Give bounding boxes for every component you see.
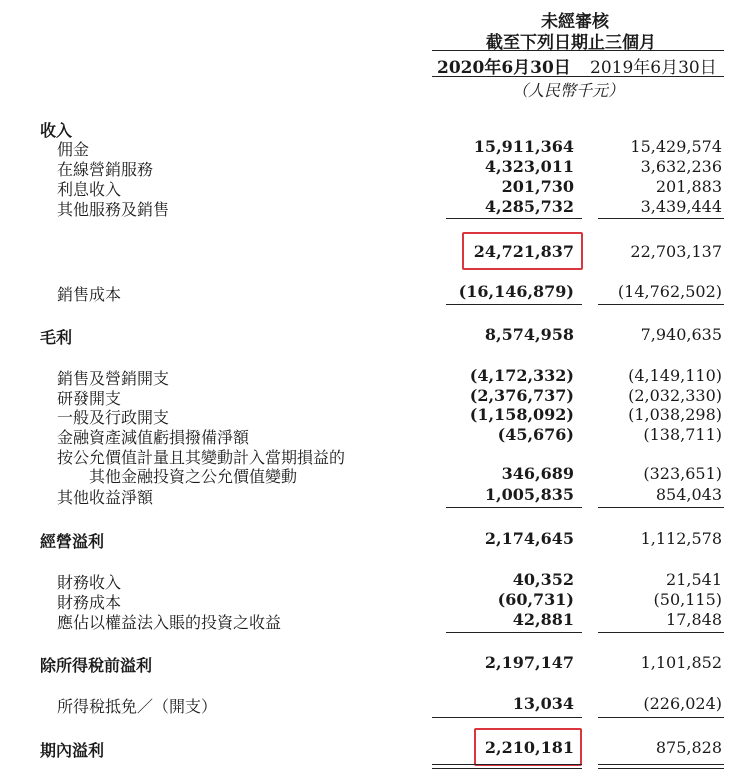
section-profit-for-period: 期內溢利 [40,741,105,760]
value-2020-other-services: 4,285,732 [484,197,574,216]
subtotal-rule-2020 [446,218,582,219]
column-header-2020: 2020年6月30日 [437,58,571,78]
value-2019-gross-profit: 7,940,635 [640,325,722,344]
row-label-finance-income: 財務收入 [57,573,122,592]
value-2019-profit-for-period: 875,828 [655,738,722,757]
value-2020-research-development: (2,376,737) [469,386,574,405]
value-2020-operating-profit: 2,174,645 [484,529,574,548]
value-2020-gross-profit: 8,574,958 [484,325,574,344]
section-gross-profit: 毛利 [40,328,73,347]
column-header-2019: 2019年6月30日 [590,58,717,78]
pretax-rule-2019 [598,632,724,633]
unit-label: （人民幣千元） [512,81,625,100]
value-2020-finance-income: 40,352 [512,570,574,589]
value-2020-total-revenue: 24,721,837 [473,242,574,261]
double-rule-2019-a [598,764,724,765]
value-2020-online-marketing: 4,323,011 [484,157,574,176]
value-2020-profit-before-tax: 2,197,147 [484,653,574,672]
value-2020-commission: 15,911,364 [473,137,574,156]
value-2019-income-tax: (226,024) [643,694,722,713]
row-label-interest-income: 利息收入 [57,180,122,199]
value-2020-cost-of-revenue: (16,146,879) [458,282,574,301]
gross-rule-2019 [598,304,724,305]
period-heading: 截至下列日期止三個月 [486,33,656,53]
value-2019-interest-income: 201,883 [655,177,722,196]
row-label-fair-value-line2: 其他金融投資之公允價值變動 [89,467,298,486]
value-2019-total-revenue: 22,703,137 [630,242,722,261]
value-2020-general-admin: (1,158,092) [469,405,574,424]
value-2019-impairment-loss: (138,711) [643,425,722,444]
row-label-fair-value-line1: 按公允價值計量且其變動計入當期損益的 [57,448,346,467]
row-label-research-development: 研發開支 [57,389,122,408]
section-revenue: 收入 [40,121,73,140]
value-2019-finance-cost: (50,115) [653,590,722,609]
row-label-general-admin: 一般及行政開支 [57,408,170,427]
gross-rule-2020 [446,304,582,305]
section-operating-profit: 經營溢利 [40,532,105,551]
value-2020-finance-cost: (60,731) [497,590,574,609]
value-2019-equity-investments: 17,848 [666,610,722,629]
value-2019-finance-income: 21,541 [666,570,722,589]
row-label-income-tax: 所得稅抵免／（開支） [57,697,218,716]
row-label-impairment-loss: 金融資產減值虧損撥備淨額 [57,428,250,447]
value-2020-equity-investments: 42,881 [512,610,574,629]
value-2020-other-gains: 1,005,835 [484,485,574,504]
value-2019-cost-of-revenue: (14,762,502) [617,282,722,301]
row-label-cost-of-revenue: 銷售成本 [57,285,122,304]
row-label-finance-cost: 財務成本 [57,593,122,612]
value-2019-research-development: (2,032,330) [628,386,722,405]
value-2019-operating-profit: 1,112,578 [640,529,722,548]
value-2019-profit-before-tax: 1,101,852 [640,653,722,672]
value-2020-selling-marketing: (4,172,332) [469,366,574,385]
operating-rule-2020 [446,507,582,508]
row-label-online-marketing: 在線營銷服務 [57,160,154,179]
value-2019-online-marketing: 3,632,236 [640,157,722,176]
double-rule-2020-a [432,764,582,765]
value-2019-selling-marketing: (4,149,110) [628,366,722,385]
row-label-equity-investments: 應佔以權益法入賬的投資之收益 [57,613,282,632]
column-header-rule [432,76,724,77]
header-rule [432,50,724,51]
value-2020-impairment-loss: (45,676) [497,425,574,444]
section-profit-before-tax: 除所得稅前溢利 [40,656,153,675]
double-rule-2020-b [432,768,582,769]
operating-rule-2019 [598,507,724,508]
double-rule-2019-b [598,768,724,769]
value-2020-income-tax: 13,034 [512,694,574,713]
audit-heading: 未經審核 [541,12,609,32]
row-label-other-gains: 其他收益淨額 [57,488,154,507]
row-label-commission: 佣金 [57,140,90,159]
value-2020-profit-for-period: 2,210,181 [484,738,574,757]
value-2019-general-admin: (1,038,298) [628,405,722,424]
subtotal-rule-2019 [598,218,724,219]
profit-rule-2020 [432,717,582,718]
row-label-other-services: 其他服務及銷售 [57,200,170,219]
row-label-selling-marketing: 銷售及營銷開支 [57,369,170,388]
value-2019-fair-value: (323,651) [643,464,722,483]
value-2019-commission: 15,429,574 [630,137,722,156]
value-2019-other-services: 3,439,444 [640,197,722,216]
pretax-rule-2020 [446,632,582,633]
profit-rule-2019 [598,717,724,718]
value-2019-other-gains: 854,043 [655,485,722,504]
value-2020-fair-value: 346,689 [501,464,574,483]
value-2020-interest-income: 201,730 [501,177,574,196]
